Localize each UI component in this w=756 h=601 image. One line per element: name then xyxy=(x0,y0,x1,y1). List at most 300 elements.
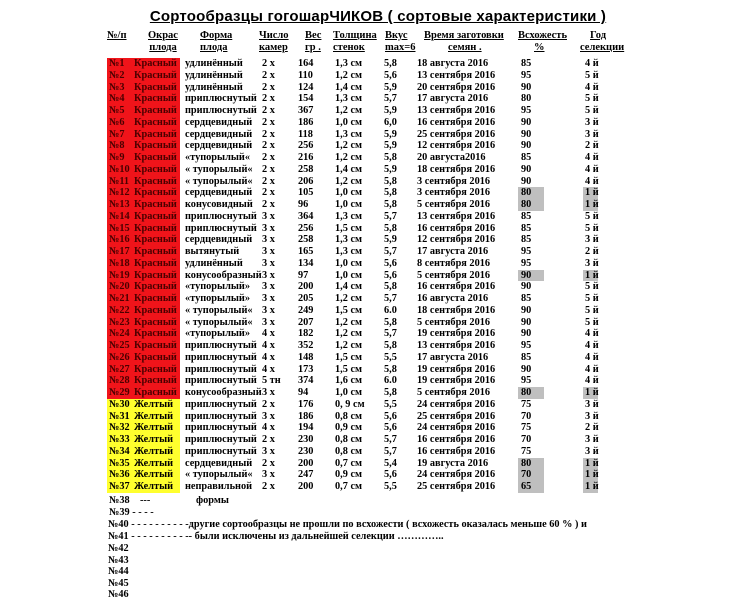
table-row xyxy=(0,293,756,305)
fruit-color: Красный xyxy=(134,58,180,70)
row-number: №23 xyxy=(107,317,134,329)
chambers: 2 х xyxy=(262,128,275,140)
chambers: 3 х xyxy=(262,269,275,281)
weight: 230 xyxy=(298,445,314,457)
selection-year: 4 й xyxy=(585,81,599,93)
table-row xyxy=(0,281,756,293)
seed-date: 24 сентября 2016 xyxy=(417,469,496,481)
wall-thickness: 1,2 см xyxy=(335,328,363,340)
fruit-shape: сердцевидный xyxy=(185,116,253,128)
seed-date: 3 сентября 2016 xyxy=(417,175,491,187)
row-number: №34 xyxy=(107,446,134,458)
wall-thickness: 1,2 см xyxy=(335,175,363,187)
taste: 5,5 xyxy=(384,351,397,363)
germination: 90 xyxy=(521,163,532,175)
row-number: №25 xyxy=(107,340,134,352)
seed-date: 16 сентября 2016 xyxy=(417,445,496,457)
wall-thickness: 0,8 см xyxy=(335,434,363,445)
row-number: №13 xyxy=(107,199,134,211)
selection-year: 3 й xyxy=(585,445,599,457)
chambers: 2 х xyxy=(262,175,275,187)
selection-year: 5 й xyxy=(585,105,599,116)
germination: 95 xyxy=(521,375,532,387)
chambers: 2 х xyxy=(262,398,275,410)
selection-year: 5 й xyxy=(585,281,599,293)
weight: 367 xyxy=(298,105,314,116)
germination: 95 xyxy=(521,69,532,81)
row-number: №12 xyxy=(107,187,134,199)
empty-row-number: №42 xyxy=(108,543,129,554)
taste: 5,6 xyxy=(384,69,397,81)
germination: 85 xyxy=(521,152,532,163)
selection-year: 5 й xyxy=(585,293,599,304)
taste: 5,7 xyxy=(384,293,397,304)
table-row xyxy=(0,422,756,434)
selection-year: 2 й xyxy=(585,422,599,434)
germination: 90 xyxy=(521,363,532,375)
chambers: 2 х xyxy=(262,187,275,199)
seed-date: 16 сентября 2016 xyxy=(417,222,496,234)
taste: 5,9 xyxy=(384,163,397,175)
germination: 95 xyxy=(521,340,532,351)
selection-year: 3 й xyxy=(585,234,599,246)
table-row xyxy=(0,364,756,376)
row-number: №24 xyxy=(107,328,134,340)
seed-date: 3 сентября 2016 xyxy=(417,187,491,199)
fruit-shape: «тупорылый» xyxy=(185,293,250,304)
wall-thickness: 1,4 см xyxy=(335,163,363,175)
seed-date: 19 сентября 2016 xyxy=(417,375,496,387)
table-row xyxy=(0,458,756,470)
chambers: 2 х xyxy=(262,481,275,492)
taste: 5,8 xyxy=(384,199,397,210)
wall-thickness: 1,2 см xyxy=(335,293,363,304)
chambers: 3 х xyxy=(262,469,275,481)
germination: 80 xyxy=(521,199,532,210)
fruit-shape: сердцевидный xyxy=(185,187,253,199)
fruit-color: Красный xyxy=(134,375,180,387)
fruit-shape: сердцевидный xyxy=(185,128,253,140)
weight: 200 xyxy=(298,481,314,492)
seed-date: 17 августа 2016 xyxy=(417,351,489,363)
chambers: 2 х xyxy=(262,140,275,152)
fruit-color: Красный xyxy=(134,246,180,258)
fruit-shape: приплюснутый xyxy=(185,422,257,434)
chambers: 3 х xyxy=(262,246,275,257)
wall-thickness: 1,0 см xyxy=(335,387,363,398)
empty-row-number: №46 xyxy=(108,589,129,601)
table-row xyxy=(0,340,756,352)
selection-year: 1 й xyxy=(585,469,599,481)
germination: 90 xyxy=(521,304,532,316)
fruit-shape: вытянутый xyxy=(185,246,240,257)
weight: 148 xyxy=(298,351,314,363)
germination: 90 xyxy=(521,140,532,152)
row-number: №1 xyxy=(107,58,134,70)
taste: 5,7 xyxy=(384,445,397,457)
chambers: 3 х xyxy=(262,222,275,234)
fruit-shape: приплюснутый xyxy=(185,445,257,457)
weight: 118 xyxy=(298,128,313,140)
selection-year: 5 й xyxy=(585,316,599,328)
wall-thickness: 1,4 см xyxy=(335,281,363,293)
chambers: 4 х xyxy=(262,363,275,375)
germination: 65 xyxy=(521,481,532,492)
chambers: 4 х xyxy=(262,340,275,351)
fruit-shape: «тупорылый» xyxy=(185,328,250,340)
table-row xyxy=(0,246,756,258)
seed-date: 18 сентября 2016 xyxy=(417,304,496,316)
fruit-shape: конусообразный xyxy=(185,269,262,281)
fruit-color: Красный xyxy=(134,164,180,176)
table-row xyxy=(0,211,756,223)
selection-year: 5 й xyxy=(585,210,599,222)
fruit-color: Красный xyxy=(134,223,180,235)
fruit-color: Красный xyxy=(134,117,180,129)
row-number: №37 xyxy=(107,481,134,493)
weight: 205 xyxy=(298,293,314,304)
wall-thickness: 1,0 см xyxy=(335,187,363,199)
germination: 85 xyxy=(521,351,532,363)
row-number: №30 xyxy=(107,399,134,411)
wall-thickness: 1,6 см xyxy=(335,375,363,387)
row-number: №26 xyxy=(107,352,134,364)
chambers: 2 х xyxy=(262,434,275,445)
selection-year: 3 й xyxy=(585,116,599,128)
note-line-41: №41 - - - - - - - - - -- были исключены из дальнейшей селекции ………….. xyxy=(108,531,444,542)
row-number: №36 xyxy=(107,469,134,481)
table-row xyxy=(0,199,756,211)
wall-thickness: 1,3 см xyxy=(335,246,363,257)
header-year: Год селекции xyxy=(580,30,625,53)
selection-year: 5 й xyxy=(585,304,599,316)
row-number: №22 xyxy=(107,305,134,317)
table-row xyxy=(0,58,756,70)
germination: 85 xyxy=(521,293,532,304)
taste: 5,7 xyxy=(384,93,397,105)
selection-year: 4 й xyxy=(585,363,599,375)
wall-thickness: 1,0 см xyxy=(335,199,363,210)
fruit-shape: « тупорылый« xyxy=(185,163,253,175)
row-number: №8 xyxy=(107,140,134,152)
fruit-color: Красный xyxy=(134,140,180,152)
selection-year: 5 й xyxy=(585,69,599,81)
wall-thickness: 1,5 см xyxy=(335,222,363,234)
table-row xyxy=(0,105,756,117)
fruit-color: Красный xyxy=(134,211,180,223)
germination: 80 xyxy=(521,187,532,199)
taste: 6,0 xyxy=(384,116,397,128)
fruit-color: Красный xyxy=(134,340,180,352)
chambers: 2 х xyxy=(262,93,275,105)
germination: 90 xyxy=(521,81,532,93)
table-row-38: №38 --- формы xyxy=(109,495,229,506)
fruit-color: Красный xyxy=(134,387,180,399)
taste: 5,8 xyxy=(384,187,397,199)
weight: 154 xyxy=(298,93,314,105)
selection-year: 3 й xyxy=(585,257,599,269)
row-number: №28 xyxy=(107,375,134,387)
seed-date: 18 августа 2016 xyxy=(417,58,489,69)
fruit-color: Красный xyxy=(134,199,180,211)
seed-date: 13 сентября 2016 xyxy=(417,105,496,116)
row-number: №35 xyxy=(107,458,134,470)
table-row xyxy=(0,328,756,340)
germination: 85 xyxy=(521,234,532,246)
fruit-shape: « тупорылый« xyxy=(185,175,253,187)
wall-thickness: 0,7 см xyxy=(335,481,363,492)
table-row xyxy=(0,434,756,446)
taste: 5,5 xyxy=(384,398,397,410)
wall-thickness: 0,7 см xyxy=(335,457,363,469)
germination: 90 xyxy=(521,281,532,293)
selection-year: 2 й xyxy=(585,246,599,257)
selection-year: 1 й xyxy=(585,187,599,199)
seed-date: 17 августа 2016 xyxy=(417,246,489,257)
selection-year: 1 й xyxy=(585,457,599,469)
fruit-color: Красный xyxy=(134,317,180,329)
fruit-color: Красный xyxy=(134,187,180,199)
taste: 5,7 xyxy=(384,210,397,222)
seed-date: 12 сентября 2016 xyxy=(417,234,496,246)
table-row xyxy=(0,176,756,188)
weight: 200 xyxy=(298,457,314,469)
header-color: Окрас плода xyxy=(148,30,178,53)
seed-date: 13 сентября 2016 xyxy=(417,69,496,81)
fruit-shape: приплюснутый xyxy=(185,222,257,234)
wall-thickness: 1,5 см xyxy=(335,351,363,363)
seed-date: 12 сентября 2016 xyxy=(417,140,496,152)
weight: 94 xyxy=(298,387,309,398)
fruit-shape: приплюснутый xyxy=(185,210,257,222)
selection-year: 3 й xyxy=(585,398,599,410)
taste: 5,5 xyxy=(384,481,397,492)
taste: 5,8 xyxy=(384,222,397,234)
weight: 186 xyxy=(298,410,314,422)
germination: 70 xyxy=(521,469,532,481)
taste: 5,6 xyxy=(384,410,397,422)
seed-date: 5 сентября 2016 xyxy=(417,199,491,210)
fruit-shape: удлинённый xyxy=(185,81,243,93)
taste: 5,9 xyxy=(384,105,397,116)
row-number: №15 xyxy=(107,223,134,235)
fruit-color: Красный xyxy=(134,258,180,270)
fruit-color: Красный xyxy=(134,293,180,305)
taste: 5,8 xyxy=(384,281,397,293)
chambers: 4 х xyxy=(262,328,275,340)
fruit-color: Желтый xyxy=(134,458,180,470)
fruit-color: Желтый xyxy=(134,434,180,446)
empty-row-number: №45 xyxy=(108,577,129,589)
fruit-color: Красный xyxy=(134,93,180,105)
fruit-color: Желтый xyxy=(134,411,180,423)
fruit-shape: « тупорылый« xyxy=(185,316,253,328)
row-number: №33 xyxy=(107,434,134,446)
fruit-shape: удлинённый xyxy=(185,257,243,269)
table-row xyxy=(0,258,756,270)
chambers: 2 х xyxy=(262,116,275,128)
wall-thickness: 1,3 см xyxy=(335,210,363,222)
germination: 70 xyxy=(521,410,532,422)
selection-year: 4 й xyxy=(585,58,599,69)
seed-date: 19 сентября 2016 xyxy=(417,328,496,340)
taste: 5,8 xyxy=(384,363,397,375)
selection-year: 4 й xyxy=(585,152,599,163)
chambers: 3 х xyxy=(262,234,275,246)
table-row xyxy=(0,70,756,82)
seed-date: 25 сентября 2016 xyxy=(417,481,496,492)
weight: 200 xyxy=(298,281,314,293)
note-line-40: №40 - - - - - - - - - -другие сортообразцы не прошли по всхожести ( всхожесть оказалась меньше 60 % ) и xyxy=(108,519,587,530)
row-number: №7 xyxy=(107,129,134,141)
selection-year: 4 й xyxy=(585,163,599,175)
fruit-shape: приплюснутый xyxy=(185,351,257,363)
weight: 374 xyxy=(298,375,314,387)
fruit-shape: приплюснутый xyxy=(185,105,257,116)
fruit-color: Красный xyxy=(134,328,180,340)
weight: 110 xyxy=(298,69,313,81)
weight: 206 xyxy=(298,175,314,187)
weight: 165 xyxy=(298,246,314,257)
wall-thickness: 1,2 см xyxy=(335,140,363,152)
fruit-shape: « тупорылый« xyxy=(185,469,253,481)
taste: 5,9 xyxy=(384,81,397,93)
fruit-shape: приплюснутый xyxy=(185,375,257,387)
selection-year: 4 й xyxy=(585,175,599,187)
fruit-color: Красный xyxy=(134,364,180,376)
seed-date: 13 сентября 2016 xyxy=(417,340,496,351)
weight: 249 xyxy=(298,304,314,316)
weight: 134 xyxy=(298,257,314,269)
weight: 207 xyxy=(298,316,314,328)
chambers: 2 х xyxy=(262,105,275,116)
seed-date: 5 сентября 2016 xyxy=(417,316,491,328)
fruit-shape: конусовидный xyxy=(185,199,253,210)
chambers: 3 х xyxy=(262,445,275,457)
fruit-shape: приплюснутый xyxy=(185,434,257,445)
seed-date: 19 сентября 2016 xyxy=(417,363,496,375)
chambers: 2 х xyxy=(262,457,275,469)
germination: 90 xyxy=(521,116,532,128)
germination: 80 xyxy=(521,457,532,469)
fruit-shape: сердцевидный xyxy=(185,457,253,469)
seed-date: 18 сентября 2016 xyxy=(417,163,496,175)
wall-thickness: 1,4 см xyxy=(335,81,363,93)
chambers: 3 х xyxy=(262,257,275,269)
table-row xyxy=(0,305,756,317)
selection-year: 3 й xyxy=(585,128,599,140)
fruit-shape: неправильной xyxy=(185,481,253,492)
wall-thickness: 1,0 см xyxy=(335,116,363,128)
fruit-shape: приплюснутый xyxy=(185,340,257,351)
seed-date: 8 сентября 2016 xyxy=(417,257,491,269)
seed-date: 17 августа 2016 xyxy=(417,93,489,105)
table-row xyxy=(0,117,756,129)
fruit-shape: приплюснутый xyxy=(185,398,257,410)
header-shape: Форма плода xyxy=(200,30,233,53)
row-number: №16 xyxy=(107,234,134,246)
table-row xyxy=(0,234,756,246)
wall-thickness: 1,2 см xyxy=(335,316,363,328)
header-germination: Всхожесть % xyxy=(518,30,567,53)
selection-year: 1 й xyxy=(585,481,599,492)
fruit-color: Красный xyxy=(134,82,180,94)
germination: 85 xyxy=(521,222,532,234)
weight: 173 xyxy=(298,363,314,375)
chambers: 2 х xyxy=(262,199,275,210)
germination: 90 xyxy=(521,269,532,281)
empty-row-number: №43 xyxy=(108,554,129,566)
selection-year: 5 й xyxy=(585,93,599,105)
taste: 5,9 xyxy=(384,140,397,152)
seed-date: 16 сентября 2016 xyxy=(417,281,496,293)
chambers: 2 х xyxy=(262,163,275,175)
weight: 247 xyxy=(298,469,314,481)
taste: 5,8 xyxy=(384,387,397,398)
table-row xyxy=(0,93,756,105)
weight: 258 xyxy=(298,234,314,246)
row-number: №14 xyxy=(107,211,134,223)
header-taste: Вкус max=6 xyxy=(385,30,416,53)
weight: 105 xyxy=(298,187,314,199)
seed-date: 24 сентября 2016 xyxy=(417,422,496,434)
chambers: 3 х xyxy=(262,210,275,222)
row-number: №6 xyxy=(107,117,134,129)
wall-thickness: 1,3 см xyxy=(335,128,363,140)
table-row xyxy=(0,164,756,176)
taste: 5,8 xyxy=(384,152,397,163)
selection-year: 1 й xyxy=(585,387,599,398)
fruit-shape: сердцевидный xyxy=(185,234,253,246)
germination: 90 xyxy=(521,175,532,187)
seed-date: 5 сентября 2016 xyxy=(417,387,491,398)
selection-year: 1 й xyxy=(585,199,599,210)
germination: 95 xyxy=(521,246,532,257)
weight: 186 xyxy=(298,116,314,128)
wall-thickness: 1,3 см xyxy=(335,93,363,105)
fruit-color: Желтый xyxy=(134,422,180,434)
fruit-color: Красный xyxy=(134,234,180,246)
row-number: №4 xyxy=(107,93,134,105)
germination: 90 xyxy=(521,316,532,328)
taste: 5,7 xyxy=(384,434,397,445)
weight: 216 xyxy=(298,152,314,163)
table-row xyxy=(0,152,756,164)
taste: 5,6 xyxy=(384,269,397,281)
weight: 164 xyxy=(298,58,314,69)
weight: 96 xyxy=(298,199,309,210)
seed-date: 19 августа 2016 xyxy=(417,457,489,469)
fruit-color: Желтый xyxy=(134,446,180,458)
seed-date: 16 сентября 2016 xyxy=(417,434,496,445)
chambers: 3 х xyxy=(262,293,275,304)
fruit-color: Красный xyxy=(134,281,180,293)
fruit-shape: приплюснутый xyxy=(185,93,257,105)
taste: 5,9 xyxy=(384,128,397,140)
row-number: №21 xyxy=(107,293,134,305)
fruit-color: Красный xyxy=(134,352,180,364)
taste: 5,9 xyxy=(384,234,397,246)
table-row xyxy=(0,375,756,387)
seed-date: 25 сентября 2016 xyxy=(417,128,496,140)
row-number: №20 xyxy=(107,281,134,293)
wall-thickness: 1,0 см xyxy=(335,257,363,269)
weight: 364 xyxy=(298,210,314,222)
header-chambers: Число камер xyxy=(259,30,289,53)
row-number: №11 xyxy=(107,176,134,188)
germination: 85 xyxy=(521,58,532,69)
chambers: 3 х xyxy=(262,316,275,328)
